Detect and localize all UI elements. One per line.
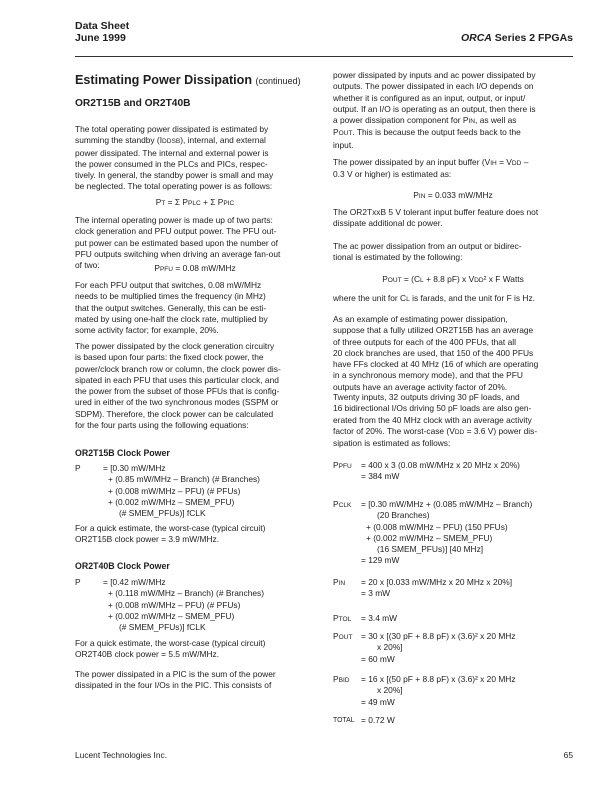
equation-line: + (0.008 mW/MHz – PFU) (150 PFUs) — [366, 521, 508, 532]
text-line: needs to be multiplied times the frequency (in MHz) — [75, 291, 266, 302]
text-line: of three outputs for each of the 400 PFUs, that all — [333, 336, 516, 347]
header-rule — [75, 56, 573, 57]
text-line: mated by using one-half the clock rate, multiplied by — [75, 313, 268, 324]
subscript: PFU — [159, 266, 174, 273]
subscript: OUT — [338, 130, 353, 138]
equation-line: = [0.30 mW/MHz + (0.085 mW/MHz – Branch) — [361, 499, 533, 509]
text-line: For a quick estimate, the worst-case (typical circuit) — [75, 638, 266, 648]
paragraph-or2t40b-estimate — [75, 638, 265, 661]
equation-line: = 60 mW — [361, 653, 395, 664]
text-line: The total operating power dissipated is estimated by — [75, 124, 269, 134]
paragraph-example — [333, 314, 538, 393]
text-line: of two: — [75, 260, 100, 271]
heading-or2t40b-clock-power: OR2T40B Clock Power — [75, 561, 170, 571]
text-line: sipated in each PFU that uses this particular clock, and — [75, 374, 279, 385]
paragraph-pic-power — [75, 669, 276, 692]
text-line: The internal operating power is made up of two parts: — [75, 215, 273, 225]
text-line: 20 clock branches are used, that 150 of the 400 PFUs — [333, 347, 534, 358]
text-line: ured in either of the two synchronous modes (SSPM or — [75, 397, 279, 408]
text-line: in a synchronous memory mode), and that the PFU — [333, 370, 523, 381]
text-line: output. If an I/O is operating as an output, then there is — [333, 103, 536, 114]
subscript: BID — [338, 677, 350, 684]
paragraph-tolerant-buffer — [333, 207, 538, 230]
subscript: IN — [338, 580, 346, 587]
equation-label: P — [75, 463, 81, 473]
equation-line: = 3.4 mW — [361, 613, 398, 623]
text-line: power dissipated by inputs and ac power dissipated by — [333, 70, 536, 80]
doc-type: Data Sheet — [75, 20, 130, 32]
calc-pbid — [333, 674, 516, 708]
text-line: The ac power dissipation from an output or bidirec- — [333, 241, 522, 251]
equation-line: = 384 mW — [361, 471, 400, 482]
calc-pin — [333, 577, 512, 600]
equation-or2t40b-clock — [75, 577, 264, 633]
subheading: OR2T15B and OR2T40B — [75, 98, 191, 109]
text-line: whether it is configured as an input, output, or input/ — [333, 92, 526, 103]
equation-line: = [0.30 mW/MHz — [103, 463, 166, 473]
text-line: OR2T15B clock power = 3.9 mW/MHz. — [75, 534, 220, 545]
text-line: erated from the 40 MHz clock with an average activity — [333, 414, 532, 425]
equation-line: + (0.008 mW/MHz – PFU) (# PFUs) — [108, 485, 241, 496]
text-line: a power dissipation component for PIN, as well as — [333, 115, 517, 126]
footer-company: Lucent Technologies Inc. — [75, 750, 168, 760]
text-line: 0.3 V or higher) is estimated as: — [333, 169, 452, 180]
subscript: DD — [474, 277, 484, 284]
subscript: DD — [511, 160, 522, 167]
equation-line: (# SMEM_PFUs)] fCLK — [119, 508, 206, 519]
equation-pin: PIN = 0.033 mW/MHz — [413, 190, 493, 200]
equation-label: PCLK — [333, 499, 352, 509]
subscript: T — [161, 200, 166, 207]
text-line: input. — [333, 139, 354, 150]
paragraph-io-power — [333, 70, 536, 151]
text-line: The power dissipated by an input buffer (VIH = VDD – — [333, 157, 529, 167]
subscript: IN — [468, 118, 476, 126]
subscript: IN — [418, 193, 426, 200]
equation-line: = 400 x 3 (0.08 mW/MHz x 20 MHz x 20%) — [361, 460, 520, 470]
text-line: factor of 20%. The worst-case (VDD = 3.6 V) power dis- — [333, 425, 538, 436]
text-line: dissipated in the four I/Os in the PIC. This consists of — [75, 680, 272, 691]
text-line: outputs have an average activity factor of 20%. — [333, 381, 508, 392]
equation-label: PIN — [333, 577, 346, 587]
text-line: Twenty inputs, 32 outputs driving 30 pF loads, and — [333, 392, 520, 402]
equation-label: POUT — [333, 631, 353, 641]
calc-total — [333, 715, 395, 726]
equation-label: P — [75, 577, 81, 587]
equation-line: = 16 x [(50 pF + 8.8 pF) x (3.6)² x 20 MHz — [361, 674, 516, 684]
equation-line: (# SMEM_PFUs)] fCLK — [119, 622, 206, 633]
equation-line: x 20%] — [377, 685, 403, 696]
equation-line: (20 Branches) — [377, 510, 430, 521]
equation-line: = [0.42 mW/MHz — [103, 577, 166, 587]
text-line: summing the standby (IDDSB), internal, and external — [75, 135, 266, 146]
paragraph-units: where the unit for CL is farads, and the unit for F is Hz. — [333, 293, 535, 303]
text-line: suppose that a fully utilized OR2T15B has an average — [333, 325, 534, 336]
subscript: L — [420, 277, 424, 284]
text-line: OR2T40B clock power = 5.5 mW/MHz. — [75, 649, 220, 660]
equation-line: + (0.002 mW/MHz – SMEM_PFU) — [366, 532, 493, 543]
paragraph-clock-generation — [75, 341, 281, 431]
text-line: power/clock branch row or column, the clock power dis- — [75, 363, 281, 374]
equation-line: (16 SMEM_PFUs)] [40 MHz] — [377, 544, 484, 555]
subscript: OUT — [338, 634, 353, 641]
text-line: SDPM). Therefore, the clock power can be calculated — [75, 408, 274, 419]
doc-date: June 1999 — [75, 32, 126, 44]
equation-line: = 129 mW — [361, 555, 400, 566]
text-line: The power dissipated by the clock generation circuitry — [75, 341, 275, 351]
equation-line: = 0.72 W — [361, 715, 395, 725]
text-line: dissipate additional dc power. — [333, 218, 443, 229]
subscript: DDSB — [162, 138, 181, 146]
text-line: The OR2TxxB 5 V tolerant input buffer feature does not — [333, 207, 539, 217]
running-header-right — [461, 32, 573, 44]
text-line: be neglected. The total operating power is as follows: — [75, 181, 273, 192]
paragraph-total-power — [75, 124, 273, 193]
section-title — [75, 73, 301, 87]
section-title-text: Estimating Power Dissipation — [75, 73, 253, 87]
paragraph-io-example — [333, 392, 537, 449]
text-line: put power can be estimated based upon the number of — [75, 237, 278, 248]
calc-pclk — [333, 499, 532, 567]
subscript: TOL — [338, 616, 352, 623]
equation-line: x 20%] — [377, 642, 403, 653]
paragraph-ac-power — [333, 241, 522, 264]
subscript: PLC — [187, 200, 201, 207]
text-line: some activity factor; for example, 20%. — [75, 325, 219, 336]
text-line: For a quick estimate, the worst-case (typical circuit) — [75, 523, 266, 533]
subscript: DD — [454, 428, 465, 436]
text-line: For each PFU output that switches, 0.08 mW/MHz — [75, 280, 262, 290]
page-number: 65 — [563, 750, 573, 760]
text-line: PFU outputs switching when driving an average fan-out — [75, 248, 281, 259]
calc-ptol — [333, 613, 397, 625]
series-brand: ORCA — [460, 32, 492, 44]
equation-line: + (0.008 mW/MHz – PFU) (# PFUs) — [108, 599, 241, 610]
text-line: outputs. The power dissipated in each I/O depends on — [333, 81, 534, 92]
subscript: CLK — [338, 502, 352, 509]
equation-line: = 3 mW — [361, 588, 391, 599]
text-line: tively. In general, the standby power is small and may — [75, 170, 274, 181]
text-line: POUT. This is because the output feeds back to the — [333, 127, 521, 138]
equation-label: PBID — [333, 674, 350, 684]
calc-ppfu — [333, 460, 520, 483]
text-line: clock generation and PFU output power. The PFU out- — [75, 226, 277, 237]
subscript: IH — [490, 160, 497, 167]
subscript: OUT — [387, 277, 402, 284]
equation-pt: PT = Σ PPLC + Σ PPIC — [155, 197, 235, 207]
equation-ppfu: PPFU = 0.08 mW/MHz — [154, 263, 236, 273]
text-line: is based upon four parts: the fixed clock power, the — [75, 352, 264, 363]
text-line: tional is estimated by the following: — [333, 252, 463, 263]
subscript: PFU — [338, 463, 352, 470]
equation-pout: POUT = (CL + 8.8 pF) x VDD² x F Watts — [382, 274, 524, 284]
subscript: L — [406, 296, 410, 303]
paragraph-pfu-switching — [75, 280, 268, 336]
heading-or2t15b-clock-power: OR2T15B Clock Power — [75, 448, 170, 458]
paragraph-input-buffer — [333, 157, 528, 181]
text-line: The power dissipated in a PIC is the sum of the power — [75, 669, 276, 679]
equation-label: PTOL — [333, 613, 352, 623]
equation-line: + (0.002 mW/MHz – SMEM_PFU) — [108, 610, 235, 621]
text-line: 16 bidirectional I/Os driving 50 pF loads are also gen- — [333, 403, 532, 414]
running-header-left — [75, 20, 129, 44]
equation-or2t15b-clock — [75, 463, 260, 519]
equation-label: PPFU — [333, 460, 352, 470]
equation-line: = 30 x [(30 pF + 8.8 pF) x (3.6)² x 20 MHz — [361, 631, 516, 641]
subscript: PIC — [223, 200, 235, 207]
text-line: power dissipated. The internal and external power is — [75, 147, 269, 158]
equation-line: + (0.85 mW/MHz – Branch) (# Branches) — [108, 474, 260, 485]
text-line: for the four parts using the following equations: — [75, 420, 249, 431]
text-line: sipation is estimated as follows: — [333, 438, 451, 449]
equation-line: = 20 x [0.033 mW/MHz x 20 MHz x 20%] — [361, 577, 513, 587]
text-line: that the output switches. Generally, this can be esti- — [75, 302, 267, 313]
series-name: Series 2 FPGAs — [491, 32, 573, 44]
text-line: the power consumed in the PLCs and PICs, respec- — [75, 158, 268, 169]
section-title-continued: (continued) — [255, 76, 301, 86]
text-line: the power from the subset of those PFUs that is config- — [75, 386, 280, 397]
equation-line: + (0.118 mW/MHz – Branch) (# Branches) — [108, 588, 264, 599]
text-line: have FFs clocked at 40 MHz (16 of which are operating — [333, 359, 539, 370]
calc-pout — [333, 631, 516, 665]
equation-label: TOTAL — [333, 717, 355, 724]
equation-line: = 49 mW — [361, 696, 395, 707]
paragraph-or2t15b-estimate — [75, 523, 265, 546]
text-line: As an example of estimating power dissipation, — [333, 314, 508, 324]
equation-line: + (0.002 mW/MHz – SMEM_PFU) — [108, 496, 235, 507]
